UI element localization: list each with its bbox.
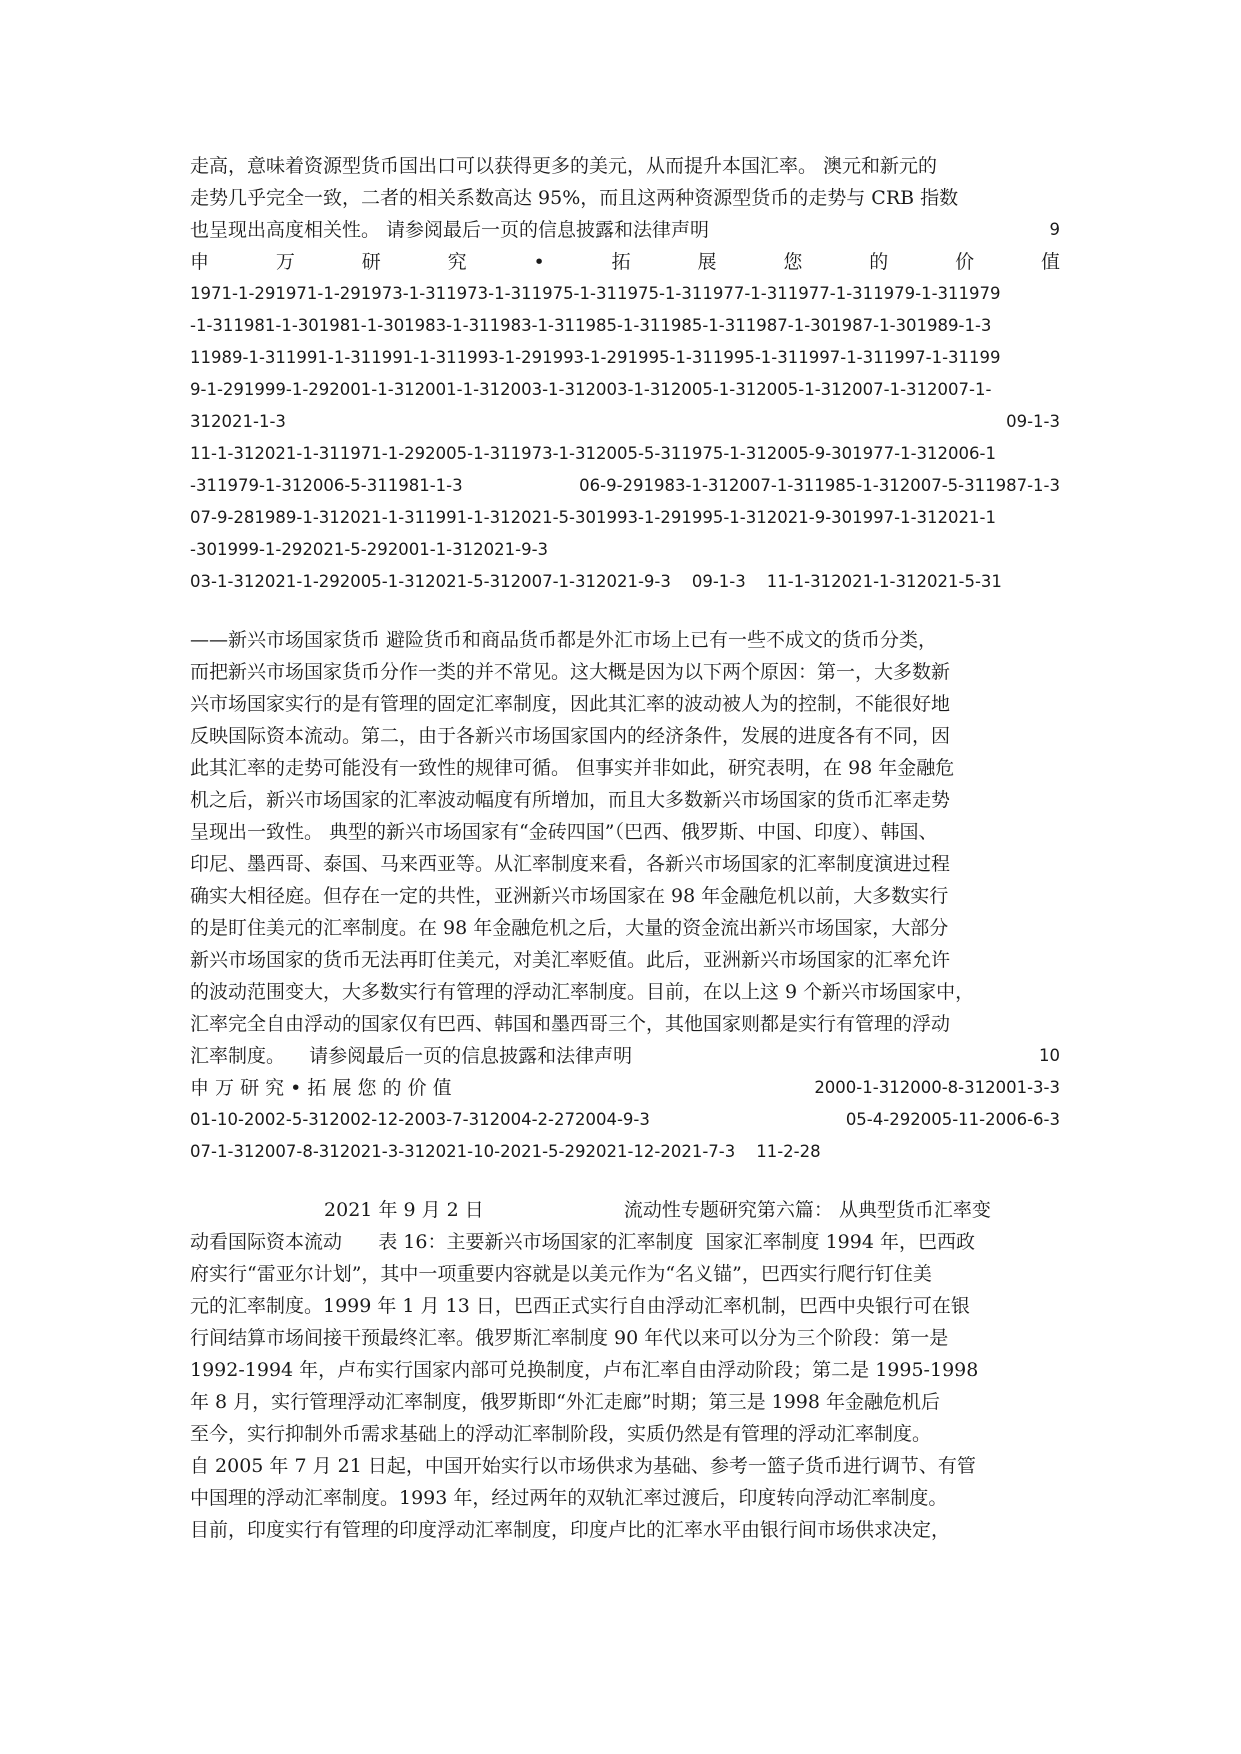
header-char: 您 (783, 251, 803, 273)
header-char: • (533, 251, 545, 273)
date-axis-line: 1971-1-291971-1-291973-1-311973-1-311975-1-311975-1-311977-1-311977-1-311979-1-311979 (190, 284, 1001, 303)
report-header-line (190, 1194, 1060, 1226)
date-axis-right: 05-4-292005-11-2006-6-3 (845, 1110, 1060, 1129)
header-char: 究 (447, 251, 467, 273)
date-axis-right: 09-1-3 (1006, 412, 1060, 431)
date-axis-line: 03-1-312021-1-292005-1-312021-5-312007-1-312021-9-3 09-1-3 11-1-312021-1-312021-5-31 (190, 572, 1002, 591)
paragraph-text: 汇率制度。 请参阅最后一页的信息披露和法律声明 (190, 1045, 633, 1067)
page-number: 9 (1049, 220, 1060, 239)
date-axis-line (190, 406, 1060, 438)
page-header-line (190, 1072, 1060, 1104)
date-axis-line: 9-1-291999-1-292001-1-312001-1-312003-1-312003-1-312005-1-312005-1-312007-1-312007-1- (190, 380, 992, 399)
paragraph-line: 而把新兴市场国家货币分作一类的并不常见。这大概是因为以下两个原因：第一，大多数新 (190, 661, 951, 683)
paragraph-line: 此其汇率的走势可能没有一致性的规律可循。 但事实并非如此，研究表明，在 98 年金融危 (190, 757, 955, 779)
paragraph-line: 至今，实行抑制外币需求基础上的浮动汇率制阶段，实质仍然是有管理的浮动汇率制度。 (190, 1423, 932, 1445)
report-title: 流动性专题研究第六篇： 从典型货币汇率变 (623, 1199, 991, 1221)
paragraph-text: 也呈现出高度相关性。 请参阅最后一页的信息披露和法律声明 (190, 219, 710, 241)
paragraph-line: 确实大相径庭。但存在一定的共性，亚洲新兴市场国家在 98 年金融危机以前，大多数实行 (190, 885, 949, 907)
date-axis-left: 01-10-2002-5-312002-12-2003-7-312004-2-272004-9-3 (190, 1110, 650, 1129)
date-axis-line (190, 470, 1060, 502)
header-char: 的 (869, 251, 889, 273)
paragraph-line: 新兴市场国家的货币无法再盯住美元，对美汇率贬值。此后，亚洲新兴市场国家的汇率允许 (190, 949, 951, 971)
header-char: 万 (275, 251, 295, 273)
document-page (190, 150, 1060, 1546)
paragraph-line: 中国理的浮动汇率制度。1993 年，经过两年的双轨汇率过渡后，印度转向浮动汇率制度。 (190, 1487, 948, 1509)
paragraph-line: 的是盯住美元的汇率制度。在 98 年金融危机之后，大量的资金流出新兴市场国家，大部分 (190, 917, 949, 939)
paragraph-line: 兴市场国家实行的是有管理的固定汇率制度，因此其汇率的波动被人为的控制，不能很好地 (190, 693, 951, 715)
paragraph-line (190, 214, 1060, 246)
date-axis-line: -301999-1-292021-5-292001-1-312021-9-3 (190, 540, 549, 559)
header-char: 展 (697, 251, 717, 273)
paragraph-line: 印尼、墨西哥、泰国、马来西亚等。从汇率制度来看，各新兴市场国家的汇率制度演进过程 (190, 853, 951, 875)
page-number: 10 (1039, 1046, 1060, 1065)
date-axis-line: 07-9-281989-1-312021-1-311991-1-312021-5-301993-1-291995-1-312021-9-301997-1-312021-1 (190, 508, 996, 527)
date-axis-right: 2000-1-312000-8-312001-3-3 (814, 1078, 1060, 1097)
page-header-spread (190, 246, 1060, 278)
paragraph-line: 反映国际资本流动。第二，由于各新兴市场国家国内的经济条件，发展的进度各有不同，因 (190, 725, 951, 747)
header-char: 拓 (611, 251, 631, 273)
date-axis-line: 11-1-312021-1-311971-1-292005-1-311973-1-312005-5-311975-1-312005-9-301977-1-312006-1 (190, 444, 996, 463)
paragraph-line: 走高，意味着资源型货币国出口可以获得更多的美元，从而提升本国汇率。 澳元和新元的 (190, 155, 938, 177)
spacer (190, 1168, 1060, 1194)
paragraph-line: 目前，印度实行有管理的印度浮动汇率制度，印度卢比的汇率水平由银行间市场供求决定， (190, 1519, 951, 1541)
paragraph-line: ——新兴市场国家货币 避险货币和商品货币都是外汇市场上已有一些不成文的货币分类， (190, 629, 938, 651)
paragraph-line: 府实行“雷亚尔计划”，其中一项重要内容就是以美元作为“名义锚”，巴西实行爬行钉住美 (190, 1263, 932, 1285)
date-axis-line (190, 1104, 1060, 1136)
date-axis-left: -311979-1-312006-5-311981-1-3 (190, 476, 463, 495)
paragraph-line: 走势几乎完全一致，二者的相关系数高达 95%，而且这两种资源型货币的走势与 CRB 指数 (190, 187, 959, 209)
paragraph-line: 动看国际资本流动 表 16：主要新兴市场国家的汇率制度 国家汇率制度 1994 年，巴西政 (190, 1231, 975, 1253)
date-axis-line: 11989-1-311991-1-311991-1-311993-1-291993-1-291995-1-311995-1-311997-1-311997-1-31199 (190, 348, 1001, 367)
date-axis-line: 07-1-312007-8-312021-3-312021-10-2021-5-292021-12-2021-7-3 11-2-28 (190, 1142, 821, 1161)
date-axis-right: 06-9-291983-1-312007-1-311985-1-312007-5-311987-1-3 (579, 476, 1060, 495)
header-char: 价 (955, 251, 975, 273)
paragraph-line: 1992-1994 年，卢布实行国家内部可兑换制度，卢布汇率自由浮动阶段；第二是 1995-1998 (190, 1359, 979, 1381)
date-axis-left: 312021-1-3 (190, 412, 286, 431)
paragraph-line: 的波动范围变大，大多数实行有管理的浮动汇率制度。目前，在以上这 9 个新兴市场国家中， (190, 981, 975, 1003)
paragraph-line: 呈现出一致性。 典型的新兴市场国家有“金砖四国”（巴西、俄罗斯、中国、印度）、韩国、 (190, 821, 938, 843)
paragraph-line: 机之后，新兴市场国家的汇率波动幅度有所增加，而且大多数新兴市场国家的货币汇率走势 (190, 789, 951, 811)
header-char: 申 (190, 251, 210, 273)
report-date: 2021 年 9 月 2 日 (324, 1199, 484, 1221)
paragraph-line: 元的汇率制度。1999 年 1 月 13 日，巴西正式实行自由浮动汇率机制，巴西中央银行可在银 (190, 1295, 970, 1317)
date-axis-line: -1-311981-1-301981-1-301983-1-311983-1-311985-1-311985-1-311987-1-301987-1-301989-1-3 (190, 316, 992, 335)
spacer (190, 598, 1060, 624)
paragraph-line: 自 2005 年 7 月 21 日起，中国开始实行以市场供求为基础、参考一篮子货币进行调节、有管 (190, 1455, 976, 1477)
paragraph-line: 年 8 月，实行管理浮动汇率制度，俄罗斯即“外汇走廊”时期；第三是 1998 年金融危机后 (190, 1391, 941, 1413)
header-char: 值 (1040, 251, 1060, 273)
paragraph-line (190, 1040, 1060, 1072)
paragraph-line: 行间结算市场间接干预最终汇率。俄罗斯汇率制度 90 年代以来可以分为三个阶段：第一是 (190, 1327, 949, 1349)
header-char: 研 (361, 251, 381, 273)
header-slogan: 申 万 研 究 • 拓 展 您 的 价 值 (190, 1077, 452, 1099)
paragraph-line: 汇率完全自由浮动的国家仅有巴西、韩国和墨西哥三个，其他国家则都是实行有管理的浮动 (190, 1013, 951, 1035)
